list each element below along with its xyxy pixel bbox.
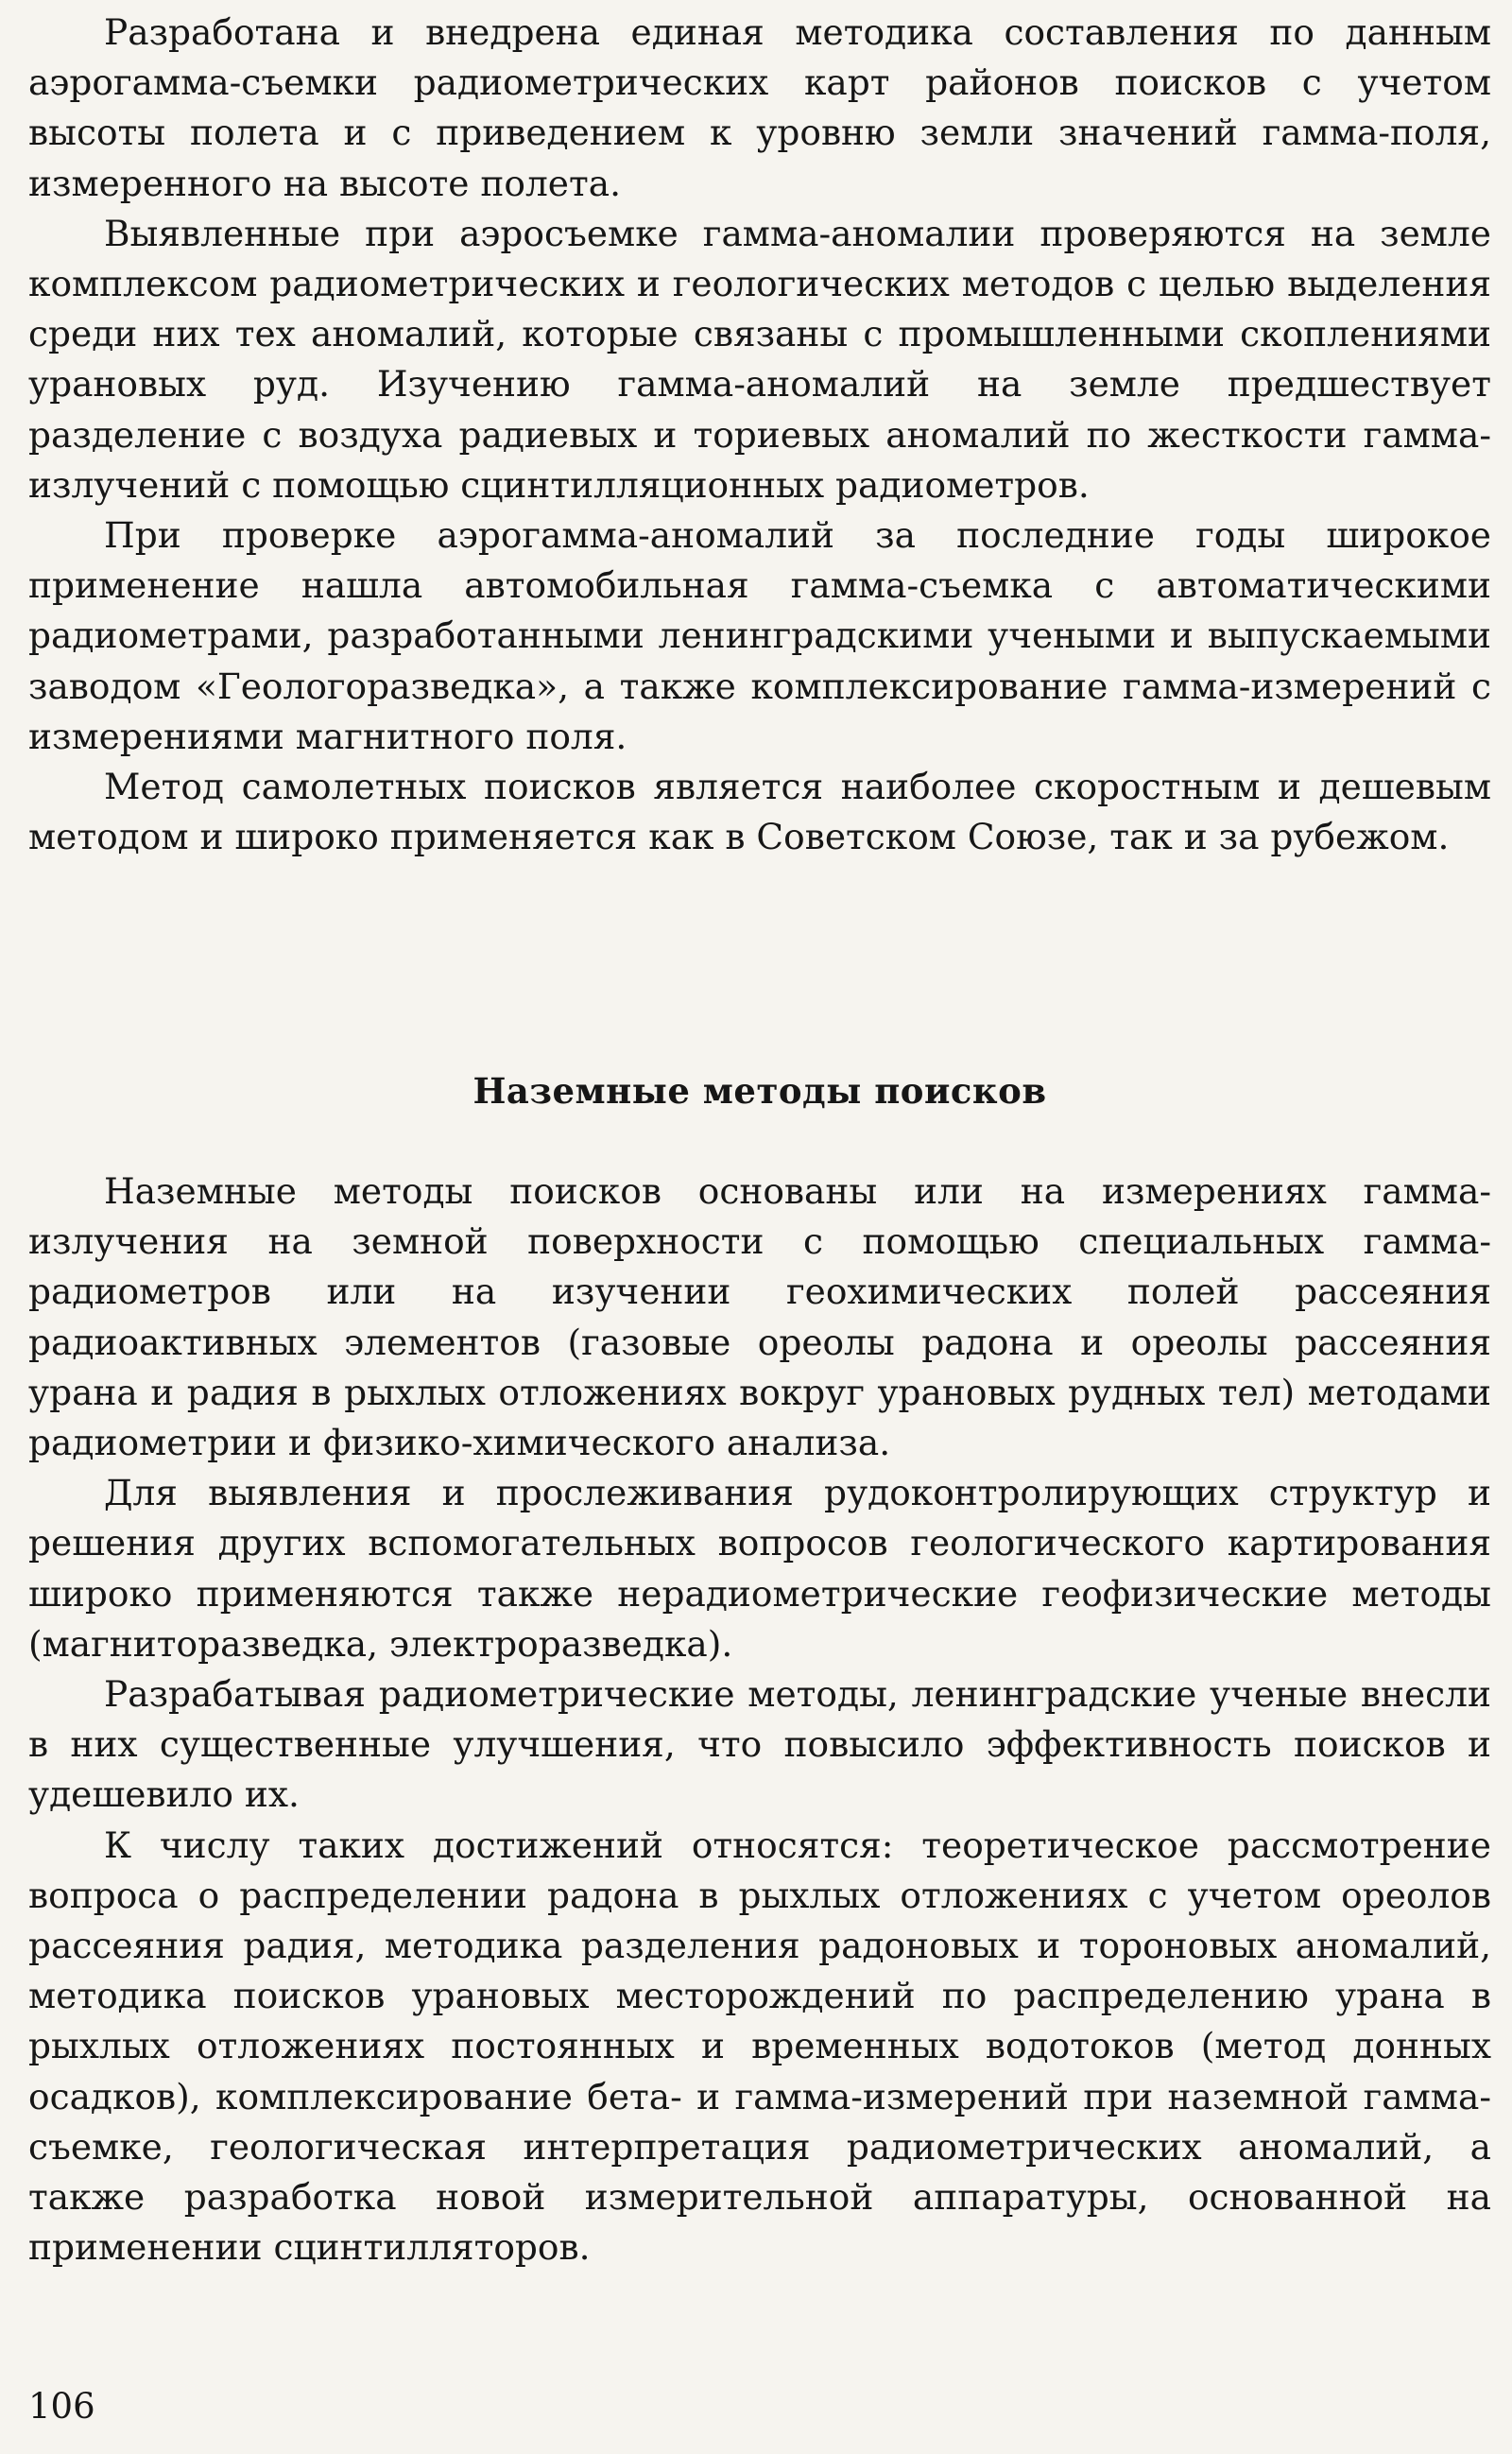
paragraph-airborne-summary: Метод самолетных поисков является наиболее скоростным и дешевым методом и широко применяется как в Советском Союзе, так и за рубежом. — [28, 766, 1491, 858]
paragraph-anomaly-verification: Выявленные при аэросъемке гамма-аномалии проверяются на земле комплексом радиометрических и геологических методов с целью выделения среди них тех аномалий, которые связаны с промышленными скоплениями урановых руд. Изучению гамма-аномалий на земле предшествует разделение с воздуха радиевых и ториевых аномалий по жесткости гамма-излучений с помощью сцинтилляционных радиометров. — [28, 212, 1491, 506]
bottom-text-block — [28, 1167, 1491, 2273]
paragraph-aerogamma-method: Разработана и внедрена единая методика составления по данным аэрогамма-съемки радиометрических карт районов поисков с учетом высоты полета и с приведением к уровню земли значений гамма-поля, измеренного на высоте полета. — [28, 11, 1491, 204]
paragraph-improvements: Разрабатывая радиометрические методы, ленинградские ученые внесли в них существенные улучшения, что повысило эффективность поисков и удешевило их. — [28, 1673, 1491, 1816]
section-heading: Наземные методы поисков — [472, 1070, 1047, 1112]
paragraph-automobile-survey: При проверке аэрогамма-аномалий за последние годы широкое применение нашла автомобильная гамма-съемка с автоматическими радиометрами, разработанными ленинградскими учеными и выпускаемыми заводом «Геологоразведка», а также комплексирование гамма-измерений с измерениями магнитного поля. — [28, 514, 1491, 757]
paragraph-nonradiometric-methods: Для выявления и прослеживания рудоконтролирующих структур и решения других вспомогательных вопросов геологического картирования широко применяются также нерадиометрические геофизические методы (магниторазведка, электроразведка). — [28, 1472, 1491, 1665]
paragraph-ground-methods: Наземные методы поисков основаны или на измерениях гамма-излучения на земной поверхности с помощью специальных гамма-радиометров или на изучении геохимических полей рассеяния радиоактивных элементов (газовые ореолы радона и ореолы рассеяния урана и радия в рыхлых отложениях вокруг урановых рудных тел) методами радиометрии и физико-химического анализа. — [28, 1170, 1491, 1464]
page-number: 106 — [28, 2386, 95, 2427]
top-text-block — [28, 8, 1491, 862]
document-page — [28, 0, 1491, 2454]
paragraph-achievements: К числу таких достижений относятся: теоретическое рассмотрение вопроса о распределении радона в рыхлых отложениях с учетом ореолов рассеяния радия, методика разделения радоновых и тороновых аномалий, методика поисков урановых месторождений по распределению урана в рыхлых отложениях постоянных и временных водотоков (метод донных осадков), комплексирование бета- и гамма-измерений при наземной гамма-съемке, геологическая интерпретация радиометрических аномалий, а также разработка новой измерительной аппаратуры, основанной на применении сцинтилляторов. — [28, 1823, 1491, 2269]
